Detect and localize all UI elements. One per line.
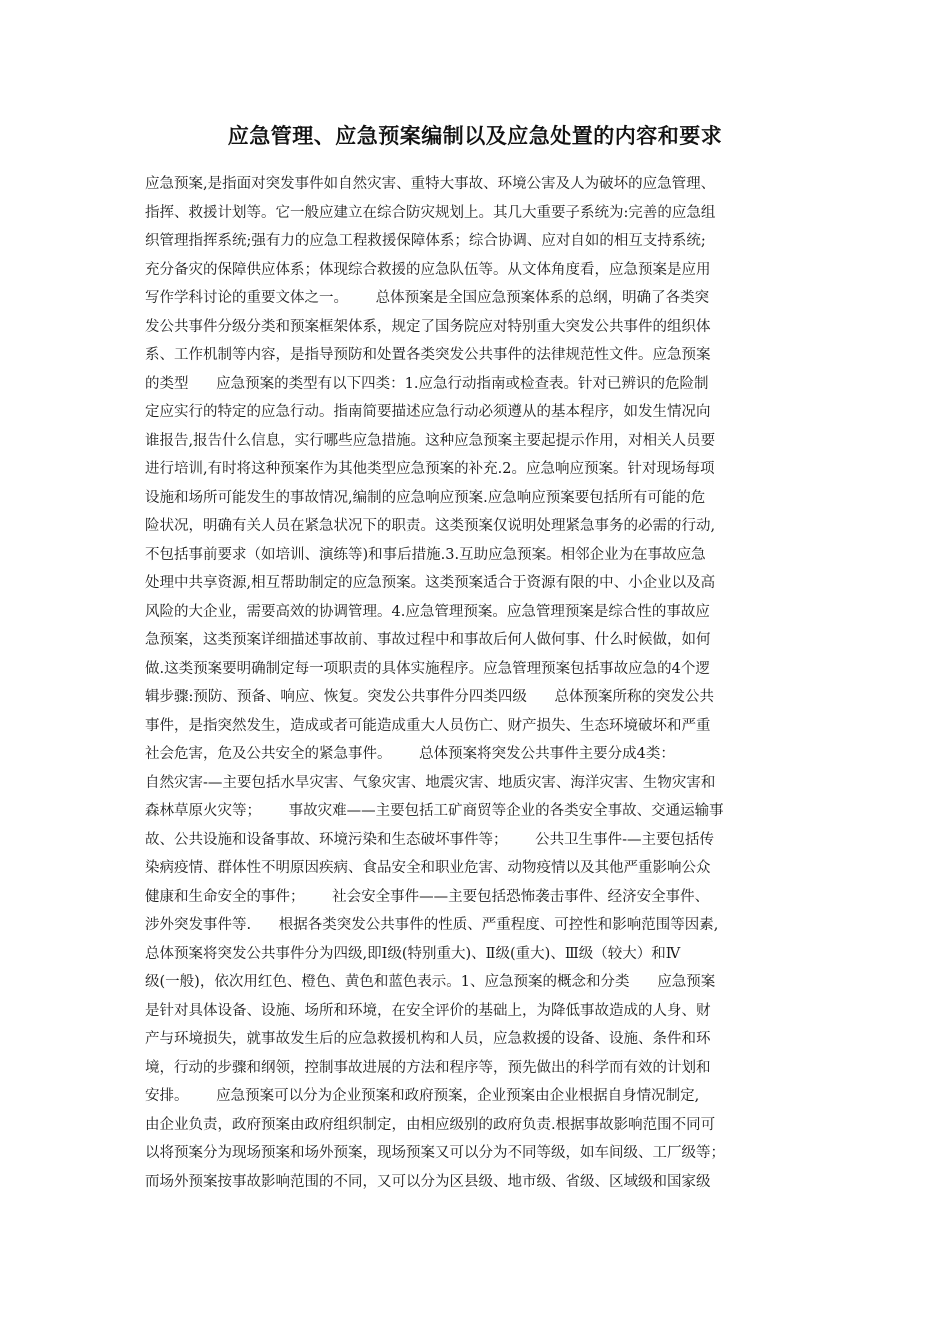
- body-text-line: 系、工作机制等内容，是指导预防和处置各类突发公共事件的法律规范性文件。应急预案: [145, 347, 711, 363]
- body-text-line: 事件，是指突然发生，造成或者可能造成重大人员伤亡、财产损失、生态环境破坏和严重: [145, 717, 711, 734]
- body-text-line: 产与环境损失，就事故发生后的应急救援机构和人员，应急救援的设备、设施、条件和环: [145, 1031, 711, 1047]
- body-text-line: 社会危害，危及公共安全的紧急事件。 总体预案将突发公共事件主要分成4类：: [145, 746, 675, 762]
- body-text-line: 以将预案分为现场预案和场外预案，现场预案又可以分为不同等级，如车间级、工厂级等；: [145, 1145, 725, 1161]
- body-text-line: 指挥、救援计划等。它一般应建立在综合防灾规划上。其几大重要子系统为:完善的应急组: [145, 204, 716, 221]
- body-text-line: 自然灾害-—主要包括水旱灾害、气象灾害、地震灾害、地质灾害、海洋灾害、生物灾害和: [145, 774, 716, 791]
- body-text-line: 辑步骤:预防、预备、响应、恢复。突发公共事件分四类四级 总体预案所称的突发公共: [145, 689, 715, 705]
- body-text-line: 应急预案,是指面对突发事件如自然灾害、重特大事故、环境公害及人为破坏的应急管理、: [145, 176, 716, 192]
- body-text-line: 森林草原火灾等； 事故灾难——主要包括工矿商贸等企业的各类安全事故、交通运输事: [145, 803, 724, 819]
- body-text-line: 安排。 应急预案可以分为企业预案和政府预案，企业预案由企业根据自身情况制定,: [145, 1088, 700, 1104]
- document-title: 应急管理、应急预案编制以及应急处置的内容和要求: [227, 123, 723, 148]
- body-text-line: 险状况，明确有关人员在紧急状况下的职责。这类预案仅说明处理紧急事务的必需的行动,: [145, 518, 716, 534]
- body-text-line: 而场外预案按事故影响范围的不同，又可以分为区县级、地市级、省级、区域级和国家级: [145, 1173, 711, 1190]
- body-text-line: 染病疫情、群体性不明原因疾病、食品安全和职业危害、动物疫情以及其他严重影响公众: [145, 860, 711, 876]
- body-text-line: 织管理指挥系统;强有力的应急工程救援保障体系；综合协调、应对自如的相互支持系统;: [145, 233, 706, 249]
- body-text-line: 总体预案将突发公共事件分为四级,即Ⅰ级(特别重大)、Ⅱ级(重大)、Ⅲ级（较大）和Ⅳ: [145, 945, 681, 962]
- body-text-line: 设施和场所可能发生的事故情况,编制的应急响应预案.应急响应预案要包括所有可能的危: [145, 489, 706, 506]
- body-text-line: 涉外突发事件等. 根据各类突发公共事件的性质、严重程度、可控性和影响范围等因素,: [145, 917, 719, 933]
- body-text-line: 级(一般)，依次用红色、橙色、黄色和蓝色表示。1、应急预案的概念和分类 应急预案: [145, 974, 716, 990]
- body-text-line: 写作学科讨论的重要文体之一。 总体预案是全国应急预案体系的总纲，明确了各类突: [145, 290, 710, 306]
- body-text-line: 处理中共享资源,相互帮助制定的应急预案。这类预案适合于资源有限的中、小企业以及高: [145, 575, 716, 591]
- body-text-line: 进行培训,有时将这种预案作为其他类型应急预案的补充.2。应急响应预案。针对现场每项: [145, 461, 715, 477]
- body-text-line: 健康和生命安全的事件； 社会安全事件——主要包括恐怖袭击事件、经济安全事件、: [145, 888, 710, 905]
- body-text-line: 的类型 应急预案的类型有以下四类：1.应急行动指南或检查表。针对已辨识的危险制: [145, 375, 709, 392]
- body-text-line: 故、公共设施和设备事故、环境污染和生态破坏事件等； 公共卫生事件-—主要包括传: [145, 831, 715, 848]
- body-text-line: 做.这类预案要明确制定每一项职责的具体实施程序。应急管理预案包括事故应急的4个逻: [145, 660, 710, 677]
- body-text-line: 定应实行的特定的应急行动。指南简要描述应急行动必须遵从的基本程序，如发生情况向: [145, 404, 711, 420]
- body-text-line: 充分备灾的保障供应体系；体现综合救援的应急队伍等。从文体角度看，应急预案是应用: [145, 261, 711, 278]
- body-text-line: 由企业负责，政府预案由政府组织制定，由相应级别的政府负责.根据事故影响范围不同可: [145, 1116, 716, 1133]
- body-text-line: 发公共事件分级分类和预案框架体系，规定了国务院应对特别重大突发公共事件的组织体: [145, 318, 711, 335]
- body-text-line: 不包括事前要求（如培训、演练等)和事后措施.3.互助应急预案。相邻企业为在事故应急: [145, 546, 706, 563]
- body-text-line: 急预案，这类预案详细描述事故前、事故过程中和事故后何人做何事、什么时候做，如何: [145, 632, 711, 648]
- body-text-line: 风险的大企业，需要高效的协调管理。4.应急管理预案。应急管理预案是综合性的事故应: [145, 603, 710, 620]
- body-text-line: 是针对具体设备、设施、场所和环境，在安全评价的基础上，为降低事故造成的人身、财: [145, 1002, 711, 1019]
- document-body: [145, 170, 817, 1196]
- body-text-line: 谁报告,报告什么信息，实行哪些应急措施。这种应急预案主要起提示作用，对相关人员要: [145, 432, 716, 449]
- body-text-line: 境，行动的步骤和纲领，控制事故进展的方法和程序等，预先做出的科学而有效的计划和: [145, 1059, 711, 1076]
